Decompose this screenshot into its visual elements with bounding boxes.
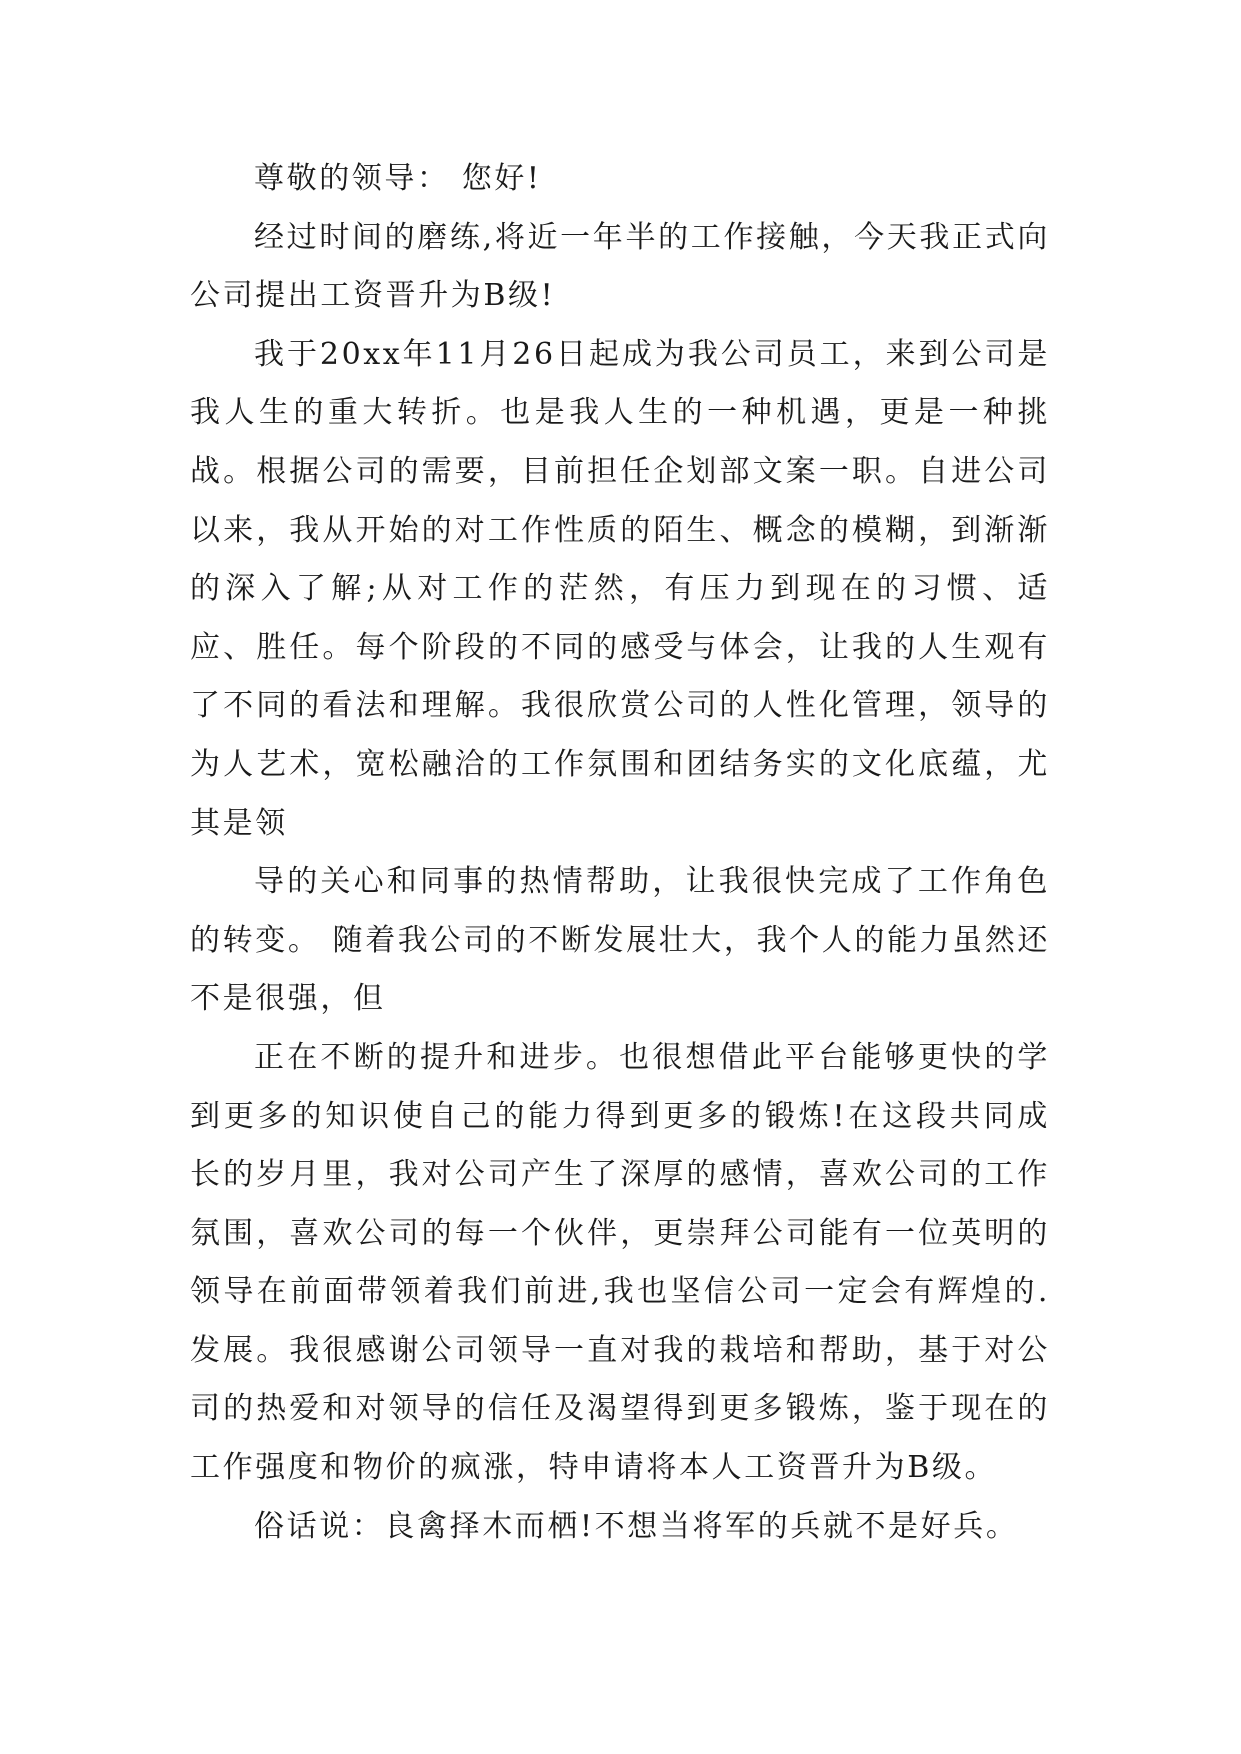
closing-paragraph: 俗话说：良禽择木而栖!不想当将军的兵就不是好兵。 bbox=[254, 1508, 1019, 1544]
reasons-paragraph: 正在不断的提升和进步。也很想借此平台能够更快的学到更多的知识使自己的能力得到更多的锻炼!在这段共同成长的岁月里，我对公司产生了深厚的感情，喜欢公司的工作氛围，喜欢公司的每一个伙伴，更崇拜公司能有一位英明的领导在前面带领着我们前进,我也坚信公司一定会有辉煌的.发展。我很感谢公司领导一直对我的栽培和帮助，基于对公司的热爱和对领导的信任及渴望得到更多锻炼，鉴于现在的工作强度和物价的疯涨，特申请将本人工资晋升为B级。 bbox=[190, 1039, 1050, 1486]
background-paragraph: 我于20xx年11月26日起成为我公司员工，来到公司是我人生的重大转折。也是我人生的一种机遇，更是一种挑战。根据公司的需要，目前担任企划部文案一职。自进公司以来，我从开始的对工作性质的陌生、概念的模糊，到渐渐的深入了解;从对工作的茫然，有压力到现在的习惯、适应、胜任。每个阶段的不同的感受与体会，让我的人生观有了不同的看法和理解。我很欣赏公司的人性化管理，领导的为人艺术，宽松融洽的工作氛围和团结务实的文化底蕴，尤其是领 bbox=[190, 336, 1050, 841]
request-paragraph: 经过时间的磨练,将近一年半的工作接触，今天我正式向公司提出工资晋升为B级! bbox=[190, 219, 1050, 314]
growth-paragraph: 导的关心和同事的热情帮助，让我很快完成了工作角色的转变。 随着我公司的不断发展壮大，我个人的能力虽然还不是很强，但 bbox=[190, 864, 1050, 1017]
salutation-paragraph: 尊敬的领导： 您好! bbox=[254, 161, 542, 196]
letter-body bbox=[190, 150, 1050, 1556]
